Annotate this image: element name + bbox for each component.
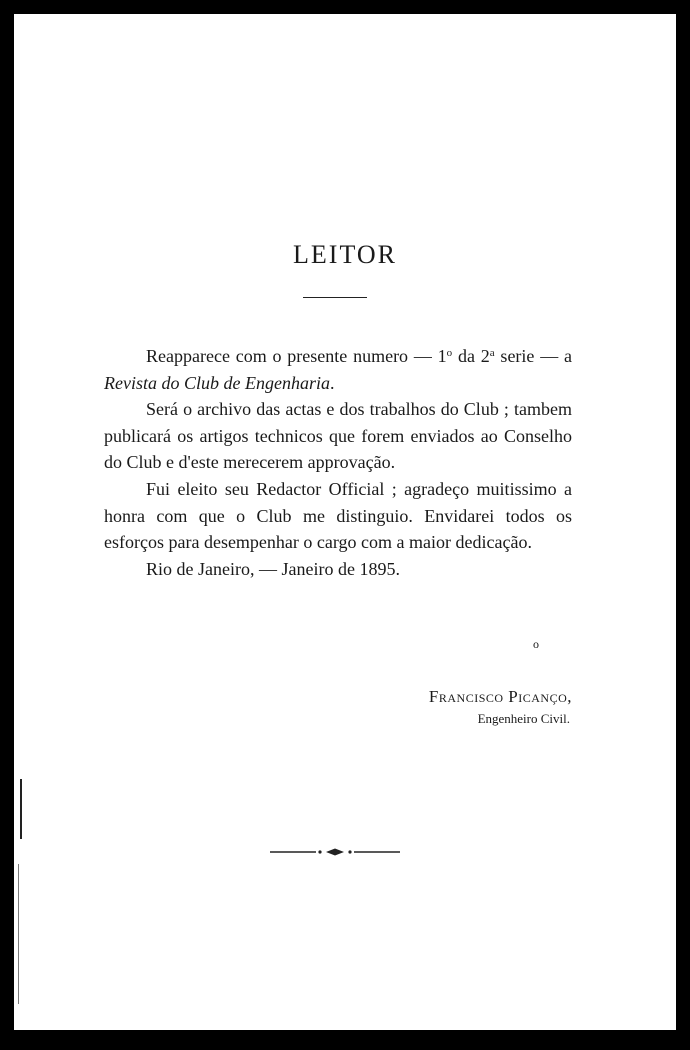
journal-name: Revista do Club de Engenharia	[104, 372, 330, 393]
document-body	[104, 340, 572, 582]
signature-name: Francisco Picanço,	[428, 687, 572, 706]
dateline: Rio de Janeiro, — Janeiro de 1895.	[146, 558, 400, 579]
paragraph-1-text-b: da 2	[452, 346, 490, 366]
page-title: LEITOR	[293, 240, 397, 269]
paragraph-3: Fui eleito seu Redactor Official ; agradeço muitissimo a honra com que o Club me distinguio. Envidarei todos os esforços para desempenhar o cargo com a maior dedicação.	[104, 478, 572, 553]
ordinal-superscript: o	[446, 347, 453, 359]
scan-edge-mark	[18, 864, 19, 1004]
signature-role: Engenheiro Civil.	[477, 711, 570, 726]
ornament-divider-icon	[270, 846, 400, 858]
stray-mark: o	[533, 637, 539, 651]
scan-edge-mark	[20, 779, 22, 839]
paragraph-1-text-a: Reapparece com o presente numero — 1	[146, 346, 447, 366]
paragraph-2: Será o archivo das actas e dos trabalhos do Club ; tambem publicará os artigos technicos que forem enviados ao Conselho do Club e d'este merecerem approvação.	[104, 399, 572, 473]
title-divider	[303, 297, 367, 298]
signature-block	[429, 687, 572, 727]
document-page	[14, 14, 676, 1030]
paragraph-1-text-d: .	[329, 372, 335, 393]
paragraph-1	[104, 340, 572, 396]
ordinal-superscript: a	[489, 347, 495, 359]
paragraph-1-text-c: serie — a	[494, 346, 572, 366]
